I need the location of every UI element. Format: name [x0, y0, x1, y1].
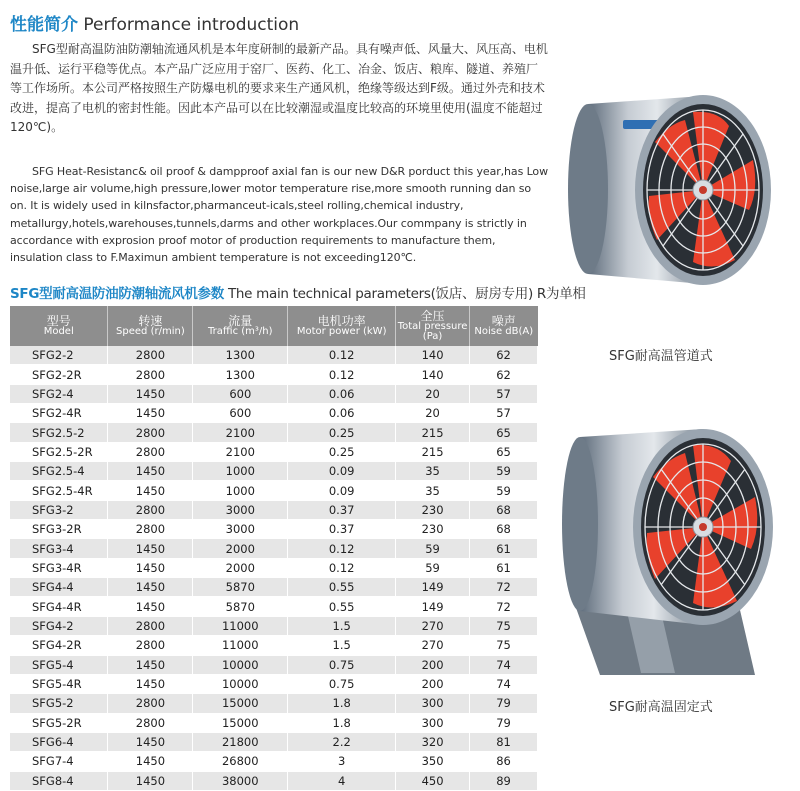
- speed-cell: 1450: [108, 752, 193, 771]
- pressure-cell: 230: [396, 520, 470, 539]
- product-caption: SFG耐高温固定式: [609, 700, 713, 715]
- product-caption: SFG耐高温管道式: [609, 349, 713, 364]
- speed-cell: 1450: [108, 404, 193, 423]
- table-row: [10, 442, 538, 461]
- pressure-cell: 350: [396, 752, 470, 771]
- table-row: [10, 462, 538, 481]
- model-cell: SFG4-4R: [10, 597, 108, 616]
- model-cell: SFG3-2: [10, 500, 108, 519]
- traffic-cell: 2100: [193, 442, 288, 461]
- speed-cell: 2800: [108, 423, 193, 442]
- motor-power-cell: 0.37: [288, 500, 396, 519]
- noise-cell: 86: [470, 752, 538, 771]
- model-cell: SFG2-2: [10, 346, 108, 365]
- page-title: [10, 10, 299, 35]
- motor-power-cell: 0.09: [288, 462, 396, 481]
- noise-cell: 72: [470, 578, 538, 597]
- table-row: [10, 404, 538, 423]
- speed-cell: 2800: [108, 713, 193, 732]
- table-row: [10, 423, 538, 442]
- motor-power-cell: 1.5: [288, 636, 396, 655]
- pressure-cell: 140: [396, 346, 470, 365]
- traffic-cell: 11000: [193, 636, 288, 655]
- model-cell: SFG4-2: [10, 616, 108, 635]
- page-title-cn: 性能简介: [10, 15, 78, 35]
- traffic-cell: 11000: [193, 616, 288, 635]
- motor-power-cell: 0.12: [288, 539, 396, 558]
- column-header-label-cn: 电机功率: [317, 314, 366, 328]
- pressure-cell: 59: [396, 558, 470, 577]
- pressure-cell: 35: [396, 462, 470, 481]
- model-cell: SFG8-4: [10, 771, 108, 790]
- model-cell: SFG4-2R: [10, 636, 108, 655]
- column-header-label-cn: 转速: [138, 314, 163, 328]
- noise-cell: 62: [470, 346, 538, 365]
- model-cell: SFG3-2R: [10, 520, 108, 539]
- traffic-cell: 10000: [193, 655, 288, 674]
- column-header-noise: [470, 306, 538, 346]
- column-header-label-cn: 噪声: [491, 314, 516, 328]
- motor-power-cell: 0.55: [288, 578, 396, 597]
- noise-cell: 59: [470, 481, 538, 500]
- column-header-label-en: Model: [43, 326, 74, 337]
- column-header-speed: [108, 306, 193, 346]
- pressure-cell: 270: [396, 616, 470, 635]
- noise-cell: 61: [470, 539, 538, 558]
- noise-cell: 75: [470, 616, 538, 635]
- noise-cell: 74: [470, 655, 538, 674]
- motor-power-cell: 0.75: [288, 674, 396, 693]
- model-cell: SFG5-2: [10, 694, 108, 713]
- speed-cell: 1450: [108, 578, 193, 597]
- speed-cell: 1450: [108, 384, 193, 403]
- pressure-cell: 149: [396, 597, 470, 616]
- column-header-label-en: Traffic (m³/h): [208, 326, 273, 337]
- table-row: [10, 597, 538, 616]
- pressure-cell: 20: [396, 404, 470, 423]
- motor-power-cell: 4: [288, 771, 396, 790]
- parameters-table: [10, 306, 538, 791]
- noise-cell: 62: [470, 365, 538, 384]
- pressure-cell: 200: [396, 674, 470, 693]
- noise-cell: 81: [470, 732, 538, 751]
- pressure-cell: 215: [396, 423, 470, 442]
- speed-cell: 1450: [108, 481, 193, 500]
- model-cell: SFG5-4: [10, 655, 108, 674]
- motor-power-cell: 0.06: [288, 404, 396, 423]
- duct-fan-image: [553, 90, 775, 290]
- speed-cell: 2800: [108, 636, 193, 655]
- column-header-label-en: Speed (r/min): [116, 326, 185, 337]
- motor-power-cell: 3: [288, 752, 396, 771]
- noise-cell: 72: [470, 597, 538, 616]
- pressure-cell: 270: [396, 636, 470, 655]
- column-header-label-cn: 型号: [46, 314, 71, 328]
- motor-power-cell: 0.25: [288, 423, 396, 442]
- pressure-cell: 200: [396, 655, 470, 674]
- motor-power-cell: 0.25: [288, 442, 396, 461]
- column-header-label-en: Motor power (kW): [296, 326, 387, 337]
- noise-cell: 65: [470, 423, 538, 442]
- traffic-cell: 3000: [193, 520, 288, 539]
- noise-cell: 68: [470, 500, 538, 519]
- traffic-cell: 1000: [193, 481, 288, 500]
- traffic-cell: 1300: [193, 346, 288, 365]
- speed-cell: 2800: [108, 694, 193, 713]
- table-row: [10, 771, 538, 790]
- noise-cell: 57: [470, 404, 538, 423]
- model-cell: SFG2-4R: [10, 404, 108, 423]
- speed-cell: 2800: [108, 500, 193, 519]
- model-cell: SFG6-4: [10, 732, 108, 751]
- model-cell: SFG4-4: [10, 578, 108, 597]
- model-cell: SFG2-2R: [10, 365, 108, 384]
- motor-power-cell: 0.12: [288, 346, 396, 365]
- table-title-en: The main technical parameters(饭店、厨房专用) R为单相: [227, 286, 586, 302]
- table-row: [10, 713, 538, 732]
- motor-power-cell: 1.8: [288, 713, 396, 732]
- traffic-cell: 15000: [193, 694, 288, 713]
- noise-cell: 74: [470, 674, 538, 693]
- speed-cell: 1450: [108, 655, 193, 674]
- motor-power-cell: 0.37: [288, 520, 396, 539]
- traffic-cell: 38000: [193, 771, 288, 790]
- pressure-cell: 230: [396, 500, 470, 519]
- pressure-cell: 140: [396, 365, 470, 384]
- table-title-cn: SFG型耐高温防油防潮轴流风机参数: [10, 286, 224, 302]
- model-cell: SFG7-4: [10, 752, 108, 771]
- table-row: [10, 752, 538, 771]
- column-header-traffic: [193, 306, 288, 346]
- table-row: [10, 694, 538, 713]
- traffic-cell: 1300: [193, 365, 288, 384]
- table-row: [10, 674, 538, 693]
- table-title: [10, 282, 586, 302]
- motor-power-cell: 0.12: [288, 365, 396, 384]
- traffic-cell: 5870: [193, 578, 288, 597]
- model-cell: SFG2.5-2: [10, 423, 108, 442]
- traffic-cell: 2000: [193, 539, 288, 558]
- pressure-cell: 215: [396, 442, 470, 461]
- table-header-row: [10, 306, 538, 346]
- speed-cell: 1450: [108, 771, 193, 790]
- traffic-cell: 5870: [193, 597, 288, 616]
- traffic-cell: 1000: [193, 462, 288, 481]
- motor-power-cell: 1.8: [288, 694, 396, 713]
- model-cell: SFG5-2R: [10, 713, 108, 732]
- model-cell: SFG2.5-4: [10, 462, 108, 481]
- speed-cell: 1450: [108, 558, 193, 577]
- noise-cell: 57: [470, 384, 538, 403]
- speed-cell: 2800: [108, 442, 193, 461]
- pressure-cell: 59: [396, 539, 470, 558]
- table-row: [10, 578, 538, 597]
- motor-power-cell: 0.55: [288, 597, 396, 616]
- table-row: [10, 481, 538, 500]
- intro-paragraph-en: SFG Heat-Resistanc& oil proof & dampproof axial fan is our new D&R porduct this year,has Low noise,large air volume,high pressure,lower motor temperature rise,more smooth running dan so on. It is widely used in kilnsfactor,pharmanceut-icals,steel rolling,chemical industry, metallurgy,hotels,warehouses,tunnels,darms and other workplaces.Our commpany is strictly in accordance with exprosion proof motor of production requirements to manufacture them, insulation class to F.Maximun ambient temperature is not exceeding120℃.: [10, 165, 548, 265]
- motor-power-cell: 1.5: [288, 616, 396, 635]
- traffic-cell: 26800: [193, 752, 288, 771]
- traffic-cell: 2100: [193, 423, 288, 442]
- motor-power-cell: 0.75: [288, 655, 396, 674]
- traffic-cell: 15000: [193, 713, 288, 732]
- noise-cell: 89: [470, 771, 538, 790]
- column-header-total-pressure: [396, 306, 470, 346]
- column-header-label-cn: 流量: [228, 314, 253, 328]
- noise-cell: 61: [470, 558, 538, 577]
- speed-cell: 1450: [108, 674, 193, 693]
- fixed-fan-image: [555, 425, 777, 677]
- table-row: [10, 365, 538, 384]
- traffic-cell: 10000: [193, 674, 288, 693]
- speed-cell: 2800: [108, 365, 193, 384]
- speed-cell: 2800: [108, 616, 193, 635]
- table-row: [10, 520, 538, 539]
- column-header-model: [10, 306, 108, 346]
- column-header-label-en: Noise dB(A): [474, 326, 534, 337]
- model-cell: SFG2.5-2R: [10, 442, 108, 461]
- speed-cell: 1450: [108, 462, 193, 481]
- table-row: [10, 500, 538, 519]
- table-row: [10, 539, 538, 558]
- noise-cell: 59: [470, 462, 538, 481]
- noise-cell: 79: [470, 713, 538, 732]
- table-row: [10, 732, 538, 751]
- traffic-cell: 3000: [193, 500, 288, 519]
- model-cell: SFG2.5-4R: [10, 481, 108, 500]
- table-row: [10, 346, 538, 365]
- model-cell: SFG3-4: [10, 539, 108, 558]
- table-row: [10, 558, 538, 577]
- column-header-motor-power: [288, 306, 396, 346]
- noise-cell: 79: [470, 694, 538, 713]
- traffic-cell: 21800: [193, 732, 288, 751]
- intro-paragraph-cn: SFG型耐高温防油防潮轴流通风机是本年度研制的最新产品。具有噪声低、风量大、风压高、电机温升低、运行平稳等优点。本产品广泛应用于窑厂、医药、化工、冶金、饭店、粮库、隧道、养殖厂等工作场所。本公司严格按照生产防爆电机的要求来生产通风机，绝缘等级达到F级。通过外壳和技术改进，提高了电机的密封性能。因此本产品可以在比较潮湿或温度比较高的环境里使用(温度不能超过120℃)。: [10, 42, 548, 135]
- table-row: [10, 636, 538, 655]
- model-cell: SFG3-4R: [10, 558, 108, 577]
- speed-cell: 1450: [108, 539, 193, 558]
- pressure-cell: 149: [396, 578, 470, 597]
- column-header-label-en: Total pressure (Pa): [397, 321, 468, 342]
- pressure-cell: 35: [396, 481, 470, 500]
- column-header-label-cn: 全压: [420, 309, 445, 323]
- table-row: [10, 616, 538, 635]
- noise-cell: 65: [470, 442, 538, 461]
- speed-cell: 2800: [108, 346, 193, 365]
- table-row: [10, 655, 538, 674]
- table-row: [10, 384, 538, 403]
- traffic-cell: 600: [193, 404, 288, 423]
- noise-cell: 75: [470, 636, 538, 655]
- motor-power-cell: 0.09: [288, 481, 396, 500]
- pressure-cell: 320: [396, 732, 470, 751]
- pressure-cell: 300: [396, 694, 470, 713]
- traffic-cell: 600: [193, 384, 288, 403]
- pressure-cell: 450: [396, 771, 470, 790]
- motor-power-cell: 2.2: [288, 732, 396, 751]
- table-body: [10, 346, 538, 790]
- speed-cell: 1450: [108, 597, 193, 616]
- noise-cell: 68: [470, 520, 538, 539]
- traffic-cell: 2000: [193, 558, 288, 577]
- speed-cell: 1450: [108, 732, 193, 751]
- speed-cell: 2800: [108, 520, 193, 539]
- motor-power-cell: 0.06: [288, 384, 396, 403]
- page-title-en: Performance introduction: [83, 15, 300, 35]
- pressure-cell: 20: [396, 384, 470, 403]
- model-cell: SFG5-4R: [10, 674, 108, 693]
- model-cell: SFG2-4: [10, 384, 108, 403]
- motor-power-cell: 0.12: [288, 558, 396, 577]
- pressure-cell: 300: [396, 713, 470, 732]
